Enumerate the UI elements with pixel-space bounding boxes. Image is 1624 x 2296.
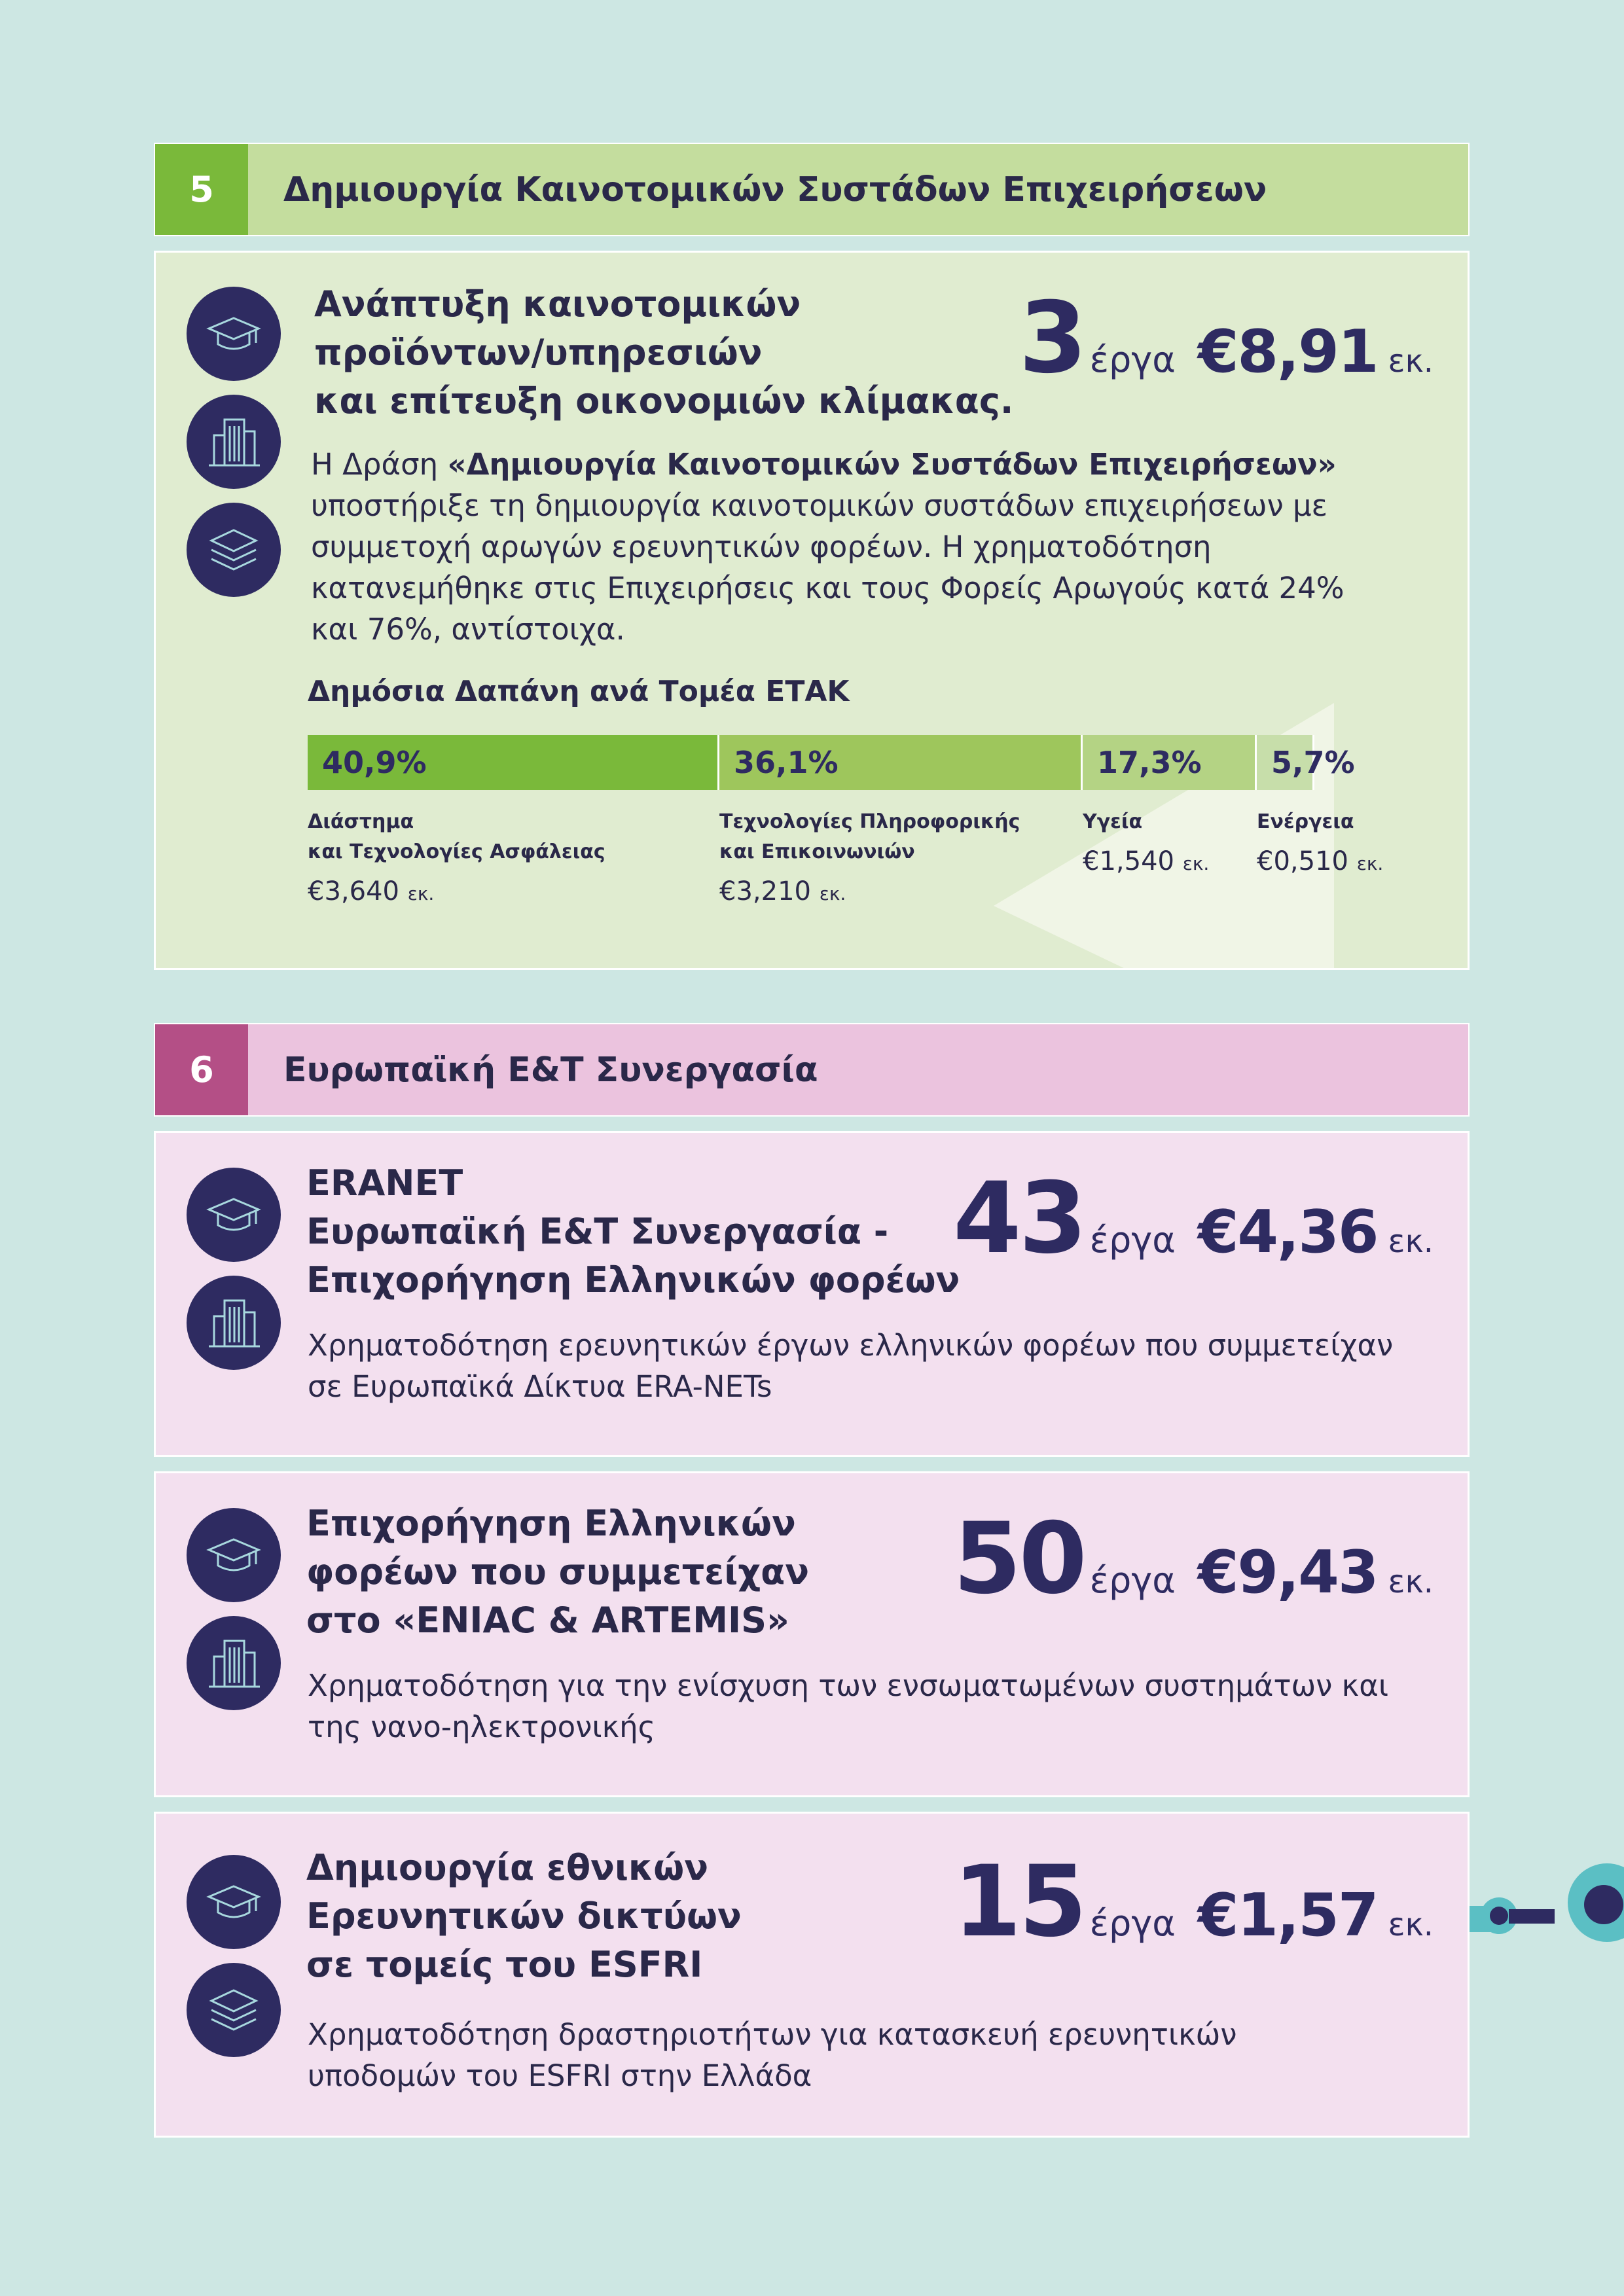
eranet-card xyxy=(154,1131,1470,1457)
projects-label: έργα xyxy=(1089,1219,1176,1261)
amount-value: €4,36 xyxy=(1197,1198,1378,1266)
projects-count: 15 xyxy=(953,1845,1085,1959)
amount-value: €9,43 xyxy=(1197,1538,1378,1607)
section-5-header xyxy=(154,143,1470,236)
bar-caption: Υγεία €1,540 εκ. xyxy=(1083,807,1209,879)
stats-row xyxy=(953,1845,1434,1959)
card-title: ERANET Ευρωπαϊκή Ε&Τ Συνεργασία - Επιχορήγηση Ελληνικών φορέων xyxy=(306,1162,960,1300)
chart-title: Δημόσια Δαπάνη ανά Τομέα ΕΤΑΚ xyxy=(308,675,850,708)
building-icon xyxy=(187,1276,281,1370)
stats-row xyxy=(953,1502,1434,1616)
bar-segment: 40,9% xyxy=(308,735,719,790)
bar-value: €0,510 εκ. xyxy=(1257,846,1384,876)
projects-count: 3 xyxy=(1019,281,1085,395)
graduation-cap-icon xyxy=(187,1168,281,1262)
card-description: Χρηματοδότηση για την ενίσχυση των ενσωματωμένων συστημάτων και της νανο-ηλεκτρονικής xyxy=(308,1668,1389,1744)
section-title: Ευρωπαϊκή Ε&Τ Συνεργασία xyxy=(283,1050,818,1090)
bar-value: €1,540 εκ. xyxy=(1083,846,1210,876)
amount-value: €8,91 xyxy=(1197,317,1378,386)
bar-segment: 17,3% xyxy=(1083,735,1257,790)
projects-label: έργα xyxy=(1089,339,1176,380)
amount-unit: εκ. xyxy=(1388,1223,1434,1260)
amount-value: €1,57 xyxy=(1197,1881,1378,1950)
graduation-cap-icon xyxy=(187,1508,281,1602)
bar-segment: 36,1% xyxy=(719,735,1083,790)
connector-decoration xyxy=(1470,1833,1624,2003)
esfri-card xyxy=(154,1812,1470,2138)
projects-label: έργα xyxy=(1089,1903,1176,1944)
bar-value: €3,640 εκ. xyxy=(308,876,435,906)
amount-unit: εκ. xyxy=(1388,1907,1434,1943)
layers-icon xyxy=(187,1963,281,2057)
stats-row xyxy=(953,1162,1434,1276)
amount-unit: εκ. xyxy=(1388,343,1434,380)
projects-count: 43 xyxy=(953,1162,1085,1276)
bar-segment: 5,7% xyxy=(1257,735,1314,790)
projects-label: έργα xyxy=(1089,1560,1176,1601)
eniac-artemis-card xyxy=(154,1471,1470,1797)
card-title: Ανάπτυξη καινοτομικών προϊόντων/υπηρεσιών και επίτευξη οικονομιών κλίμακας. xyxy=(314,283,1014,422)
sector-spend-chart xyxy=(154,251,1470,970)
bar-caption: Διάστημα και Τεχνολογίες Ασφάλειας €3,640 εκ. xyxy=(308,807,605,909)
section-title: Δημιουργία Καινοτομικών Συστάδων Επιχειρήσεων xyxy=(283,170,1267,209)
bar-caption: Ενέργεια €0,510 εκ. xyxy=(1257,807,1383,879)
card-title: Επιχορήγηση Ελληνικών φορέων που συμμετείχαν στο «ENIAC & ARTEMIS» xyxy=(306,1503,809,1641)
card-description: Χρηματοδότηση ερευνητικών έργων ελληνικών φορέων που συμμετείχαν σε Ευρωπαϊκά Δίκτυα ERA-NETs xyxy=(308,1328,1394,1404)
amount-unit: εκ. xyxy=(1388,1564,1434,1600)
section-number: 6 xyxy=(155,1024,248,1115)
card-description: Η Δράση «Δημιουργία Καινοτομικών Συστάδων Επιχειρήσεων» υποστήριξε τη δημιουργία καινοτομικών συστάδων επιχειρήσεων με συμμετοχή αρωγών ερευνητικών φορέων. Η χρηματοδότηση κατανεμήθηκε στις Επιχειρήσεις και τους Φορείς Αρωγούς κατά 24% και 76%, αντίστοιχα. xyxy=(311,447,1344,647)
graduation-cap-icon xyxy=(187,1855,281,1949)
card-description: Χρηματοδότηση δραστηριοτήτων για κατασκευή ερευνητικών υποδομών του ESFRI στην Ελλάδα xyxy=(308,2017,1237,2093)
bar-value: €3,210 εκ. xyxy=(719,876,846,906)
section-6-header xyxy=(154,1023,1470,1117)
building-icon xyxy=(187,1616,281,1710)
projects-count: 50 xyxy=(953,1502,1085,1616)
bar-row xyxy=(308,735,1355,790)
bar-caption: Τεχνολογίες Πληροφορικής και Επικοινωνιών €3,210 εκ. xyxy=(719,807,1020,909)
card-title: Δημιουργία εθνικών Ερευνητικών δικτύων σε τομείς του ESFRI xyxy=(306,1847,742,1985)
section-number: 5 xyxy=(155,144,248,235)
